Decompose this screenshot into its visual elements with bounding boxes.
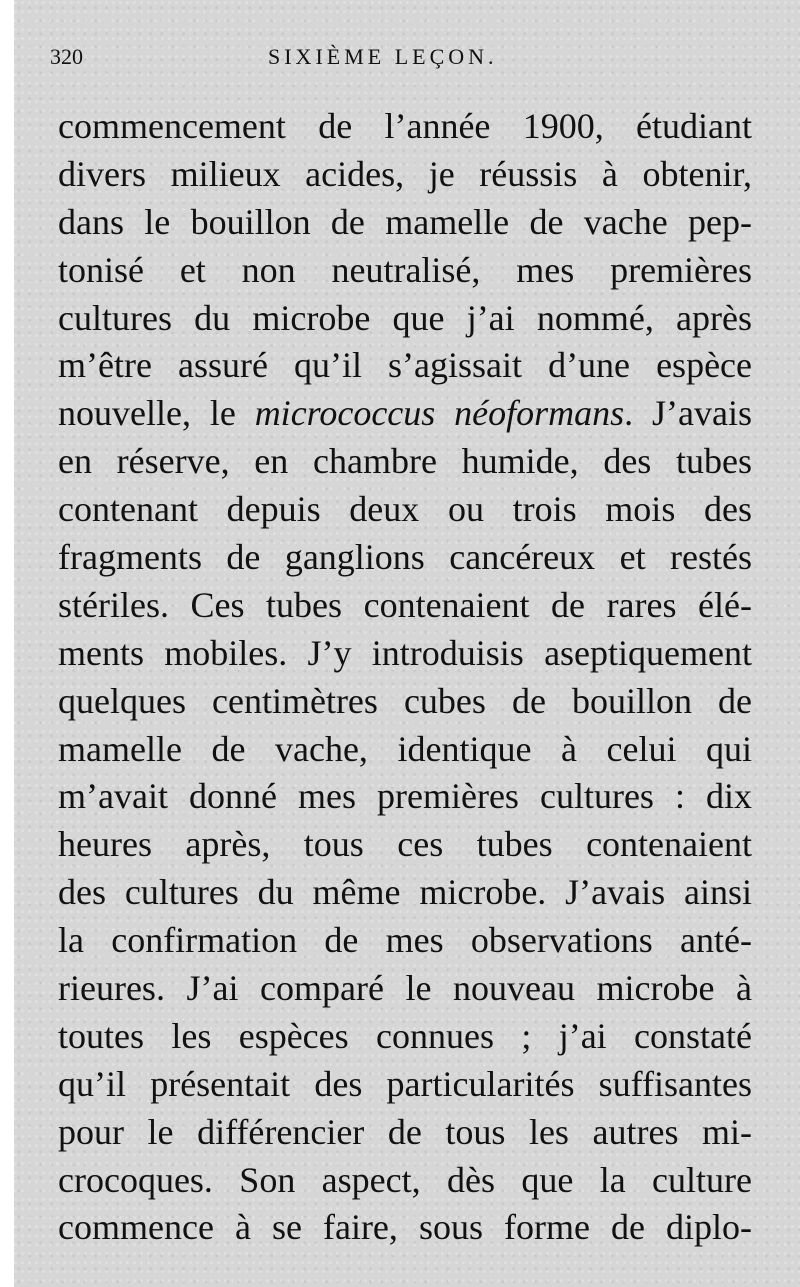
text-line: ments mobiles. J’y introduisis aseptiquement [58,632,752,673]
text-line: quelques centimètres cubes de bouillon de [58,680,752,721]
text-line: dans le bouillon de mamelle de vache pep- [58,201,752,242]
text-segment: nouvelle, le [58,393,255,434]
text-line: crocoques. Son aspect, dès que la culture [58,1159,752,1200]
text-line: contenant depuis deux ou trois mois des [58,489,752,530]
text-line: la confirmation de mes observations anté- [58,920,752,961]
text-line: en réserve, en chambre humide, des tubes [58,441,752,482]
running-head: SIXIÈME LEÇON. [268,44,498,69]
text-line: m’avait donné mes premières cultures : dix [58,776,752,817]
text-line: cultures du microbe que j’ai nommé, après [58,297,752,338]
text-line: rieures. J’ai comparé le nouveau microbe à [58,968,752,1009]
text-line: mamelle de vache, identique à celui qui [58,728,752,769]
text-line: stériles. Ces tubes contenaient de rares élé- [58,584,752,625]
text-line: commence à se faire, sous forme de diplo- [58,1207,752,1248]
page-header [50,40,750,80]
italic-species-name: micrococcus néoformans [254,393,625,434]
text-line: m’être assuré qu’il s’agissait d’une espèce [58,345,752,386]
text-line: qu’il présentait des particularités suffisantes [58,1063,752,1104]
text-line: heures après, tous ces tubes contenaient [58,824,752,865]
body-text [58,103,752,1252]
scan-margin [0,0,14,1287]
text-line: toutes les espèces connues ; j’ai constaté [58,1015,752,1056]
page-number: 320 [50,44,83,69]
text-line: des cultures du même microbe. J’avais ainsi [58,872,752,913]
text-line [58,390,752,438]
text-line: fragments de ganglions cancéreux et restés [58,537,752,578]
text-line: pour le différencier de tous les autres mi- [58,1111,752,1152]
text-line: divers milieux acides, je réussis à obtenir, [58,153,752,194]
text-line: commencement de l’année 1900, étudiant [58,106,752,146]
text-line: tonisé et non neutralisé, mes premières [58,249,752,290]
text-segment: . J’avais [624,393,752,434]
